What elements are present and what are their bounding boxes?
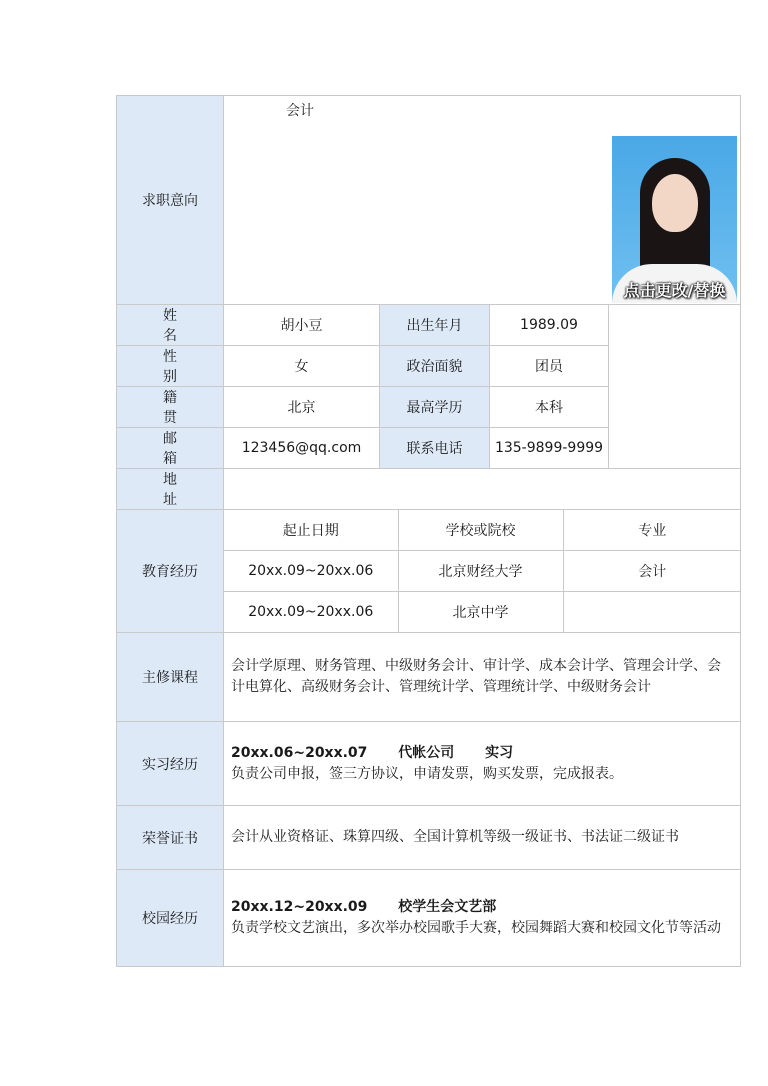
honors-value[interactable]: 会计从业资格证、珠算四级、全国计算机等级一级证书、书法证二级证书 [224,806,741,870]
honors-label: 荣誉证书 [117,806,224,870]
education-header-major: 专业 [563,510,741,551]
internship-cell[interactable] [224,722,741,806]
courses-value[interactable]: 会计学原理、财务管理、中级财务会计、审计学、成本会计学、管理会计学、会计电算化、高级财务会计、管理统计学、管理统计学、中级财务会计 [224,633,741,722]
education-header-period: 起止日期 [224,510,398,551]
education-table [224,510,741,632]
education-row-major[interactable]: 会计 [563,551,741,592]
profile-photo[interactable] [612,136,737,303]
campus-label: 校园经历 [117,870,224,967]
internship-heading [231,743,734,764]
education-label: 教育经历 [117,510,224,633]
education-row-school[interactable]: 北京财经大学 [398,551,563,592]
native-label: 籍 贯 [117,387,224,428]
campus-cell[interactable] [224,870,741,967]
birth-value[interactable]: 1989.09 [490,305,609,346]
courses-label: 主修课程 [117,633,224,722]
internship-role: 实习 [485,744,514,761]
native-value[interactable]: 北京 [224,387,380,428]
internship-label: 实习经历 [117,722,224,806]
resume-form [116,95,740,967]
phone-value[interactable]: 135-9899-9999 [490,428,609,469]
address-label: 地 址 [117,469,224,510]
campus-heading [231,897,734,918]
internship-period: 20xx.06~20xx.07 [231,744,368,761]
campus-org: 校学生会文艺部 [398,899,497,915]
gender-label: 性 别 [117,346,224,387]
education-row-period[interactable]: 20xx.09~20xx.06 [224,551,398,592]
name-label: 姓 名 [117,305,224,346]
campus-description: 负责学校文艺演出，多次举办校园歌手大赛，校园舞蹈大赛和校园文化节等活动 [231,920,721,936]
degree-label: 最高学历 [380,387,490,428]
degree-value[interactable]: 本科 [490,387,609,428]
internship-company: 代帐公司 [398,744,455,761]
internship-description: 负责公司申报，签三方协议，申请发票，购买发票，完成报表。 [231,765,623,782]
birth-label: 出生年月 [380,305,490,346]
gender-value[interactable]: 女 [224,346,380,387]
education-row-school[interactable]: 北京中学 [398,592,563,633]
phone-label: 联系电话 [380,428,490,469]
blank-photo-column [609,305,741,469]
objective-cell [224,96,741,305]
resume-table [116,95,741,967]
politics-label: 政治面貌 [380,346,490,387]
campus-period: 20xx.12~20xx.09 [231,899,368,915]
education-row-period[interactable]: 20xx.09~20xx.06 [224,592,398,633]
name-value[interactable]: 胡小豆 [224,305,380,346]
email-label: 邮 箱 [117,428,224,469]
photo-replace-caption[interactable]: 点击更改/替换 [623,281,726,300]
email-value[interactable]: 123456@qq.com [224,428,380,469]
objective-label: 求职意向 [117,96,224,305]
education-row-major[interactable] [563,592,741,633]
education-cell [224,510,741,633]
education-header-school: 学校或院校 [398,510,563,551]
photo-face [652,174,698,232]
politics-value[interactable]: 团员 [490,346,609,387]
address-value[interactable] [224,469,741,510]
objective-value[interactable]: 会计 [286,103,314,119]
